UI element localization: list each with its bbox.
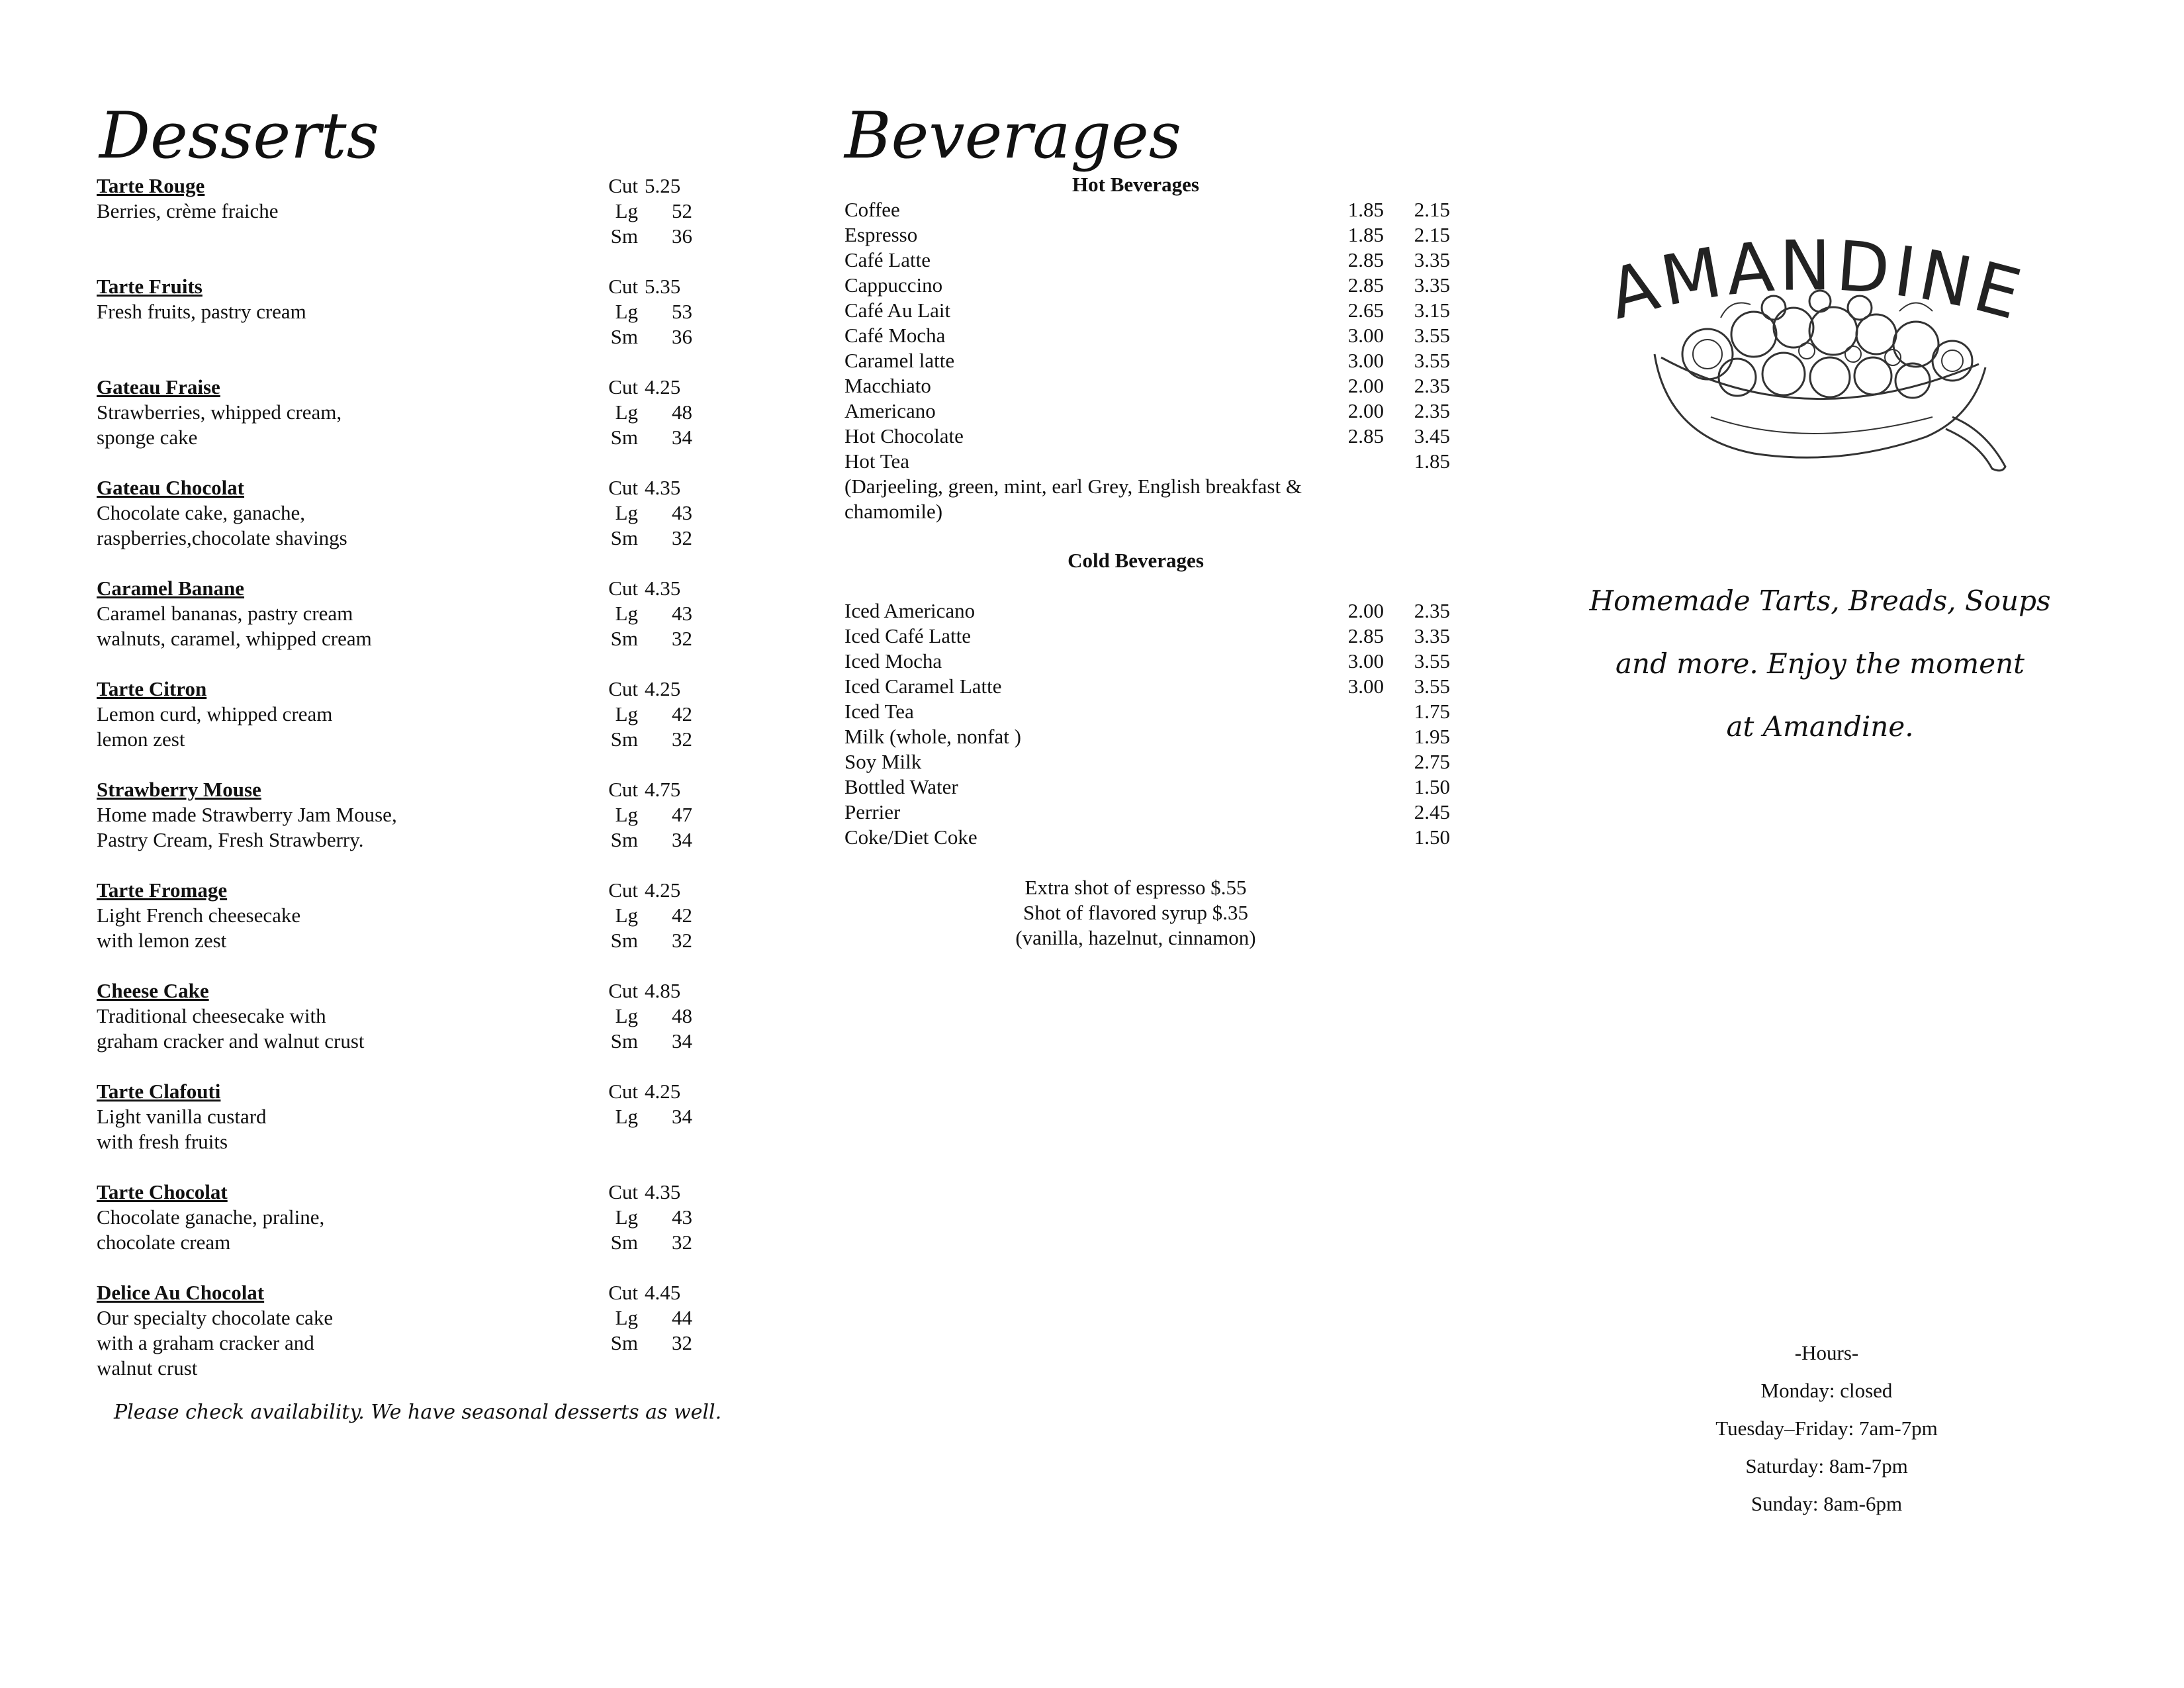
beverage-row (844, 699, 1450, 724)
hours-line: Tuesday–Friday: 7am-7pm (1715, 1417, 1938, 1440)
beverage-row (844, 248, 1450, 273)
beverage-name: Iced Mocha (844, 649, 942, 673)
dessert-prices (597, 375, 769, 450)
hours-section (1655, 1334, 1999, 1523)
beverage-row (844, 825, 1450, 850)
price-label: Cut (608, 375, 638, 399)
price-cut (597, 1180, 769, 1205)
beverage-name: Bottled Water (844, 775, 958, 798)
beverage-price-large: 2.15 (1414, 198, 1450, 221)
price-value: 4.75 (645, 778, 681, 801)
beverage-price-large: 3.55 (1414, 675, 1450, 698)
hours-line: Saturday: 8am-7pm (1745, 1454, 1908, 1477)
dessert-name: Strawberry Mouse (97, 778, 261, 801)
dessert-info (97, 1280, 507, 1381)
dessert-description: with a graham cracker and (97, 1331, 314, 1354)
size-label: Lg (615, 803, 638, 826)
beverage-row (844, 724, 1450, 749)
dessert-item (97, 173, 692, 274)
beverage-name: Coffee (844, 198, 900, 221)
price-small (597, 928, 769, 953)
price-value: 4.35 (645, 476, 681, 499)
price-label: Cut (608, 1080, 638, 1103)
price-small (597, 425, 769, 450)
price-label: Cut (608, 1180, 638, 1203)
dessert-description: Chocolate cake, ganache, (97, 501, 305, 524)
size-label: Lg (615, 300, 638, 323)
size-label: Lg (615, 400, 638, 424)
dessert-prices (597, 978, 769, 1054)
beverage-price-large: 2.35 (1414, 599, 1450, 622)
beverage-price-large: 1.85 (1414, 449, 1450, 473)
price-value: 4.35 (645, 577, 681, 600)
extra-line: Shot of flavored syrup $.35 (1023, 901, 1249, 924)
beverage-row (844, 800, 1450, 825)
dessert-item (97, 1280, 692, 1381)
dessert-name: Tarte Citron (97, 677, 207, 700)
price-large (597, 1305, 769, 1331)
dessert-description: chocolate cream (97, 1231, 231, 1254)
size-label: Sm (610, 325, 638, 348)
beverage-price-large: 3.35 (1414, 248, 1450, 271)
beverage-row (844, 373, 1450, 399)
size-label: Sm (610, 1231, 638, 1254)
hours-line: Monday: closed (1760, 1379, 1893, 1402)
price-value: 32 (672, 727, 692, 751)
price-value: 32 (672, 526, 692, 549)
beverage-name: Soy Milk (844, 750, 922, 773)
beverage-row (844, 749, 1450, 774)
price-cut (597, 576, 769, 601)
beverage-name: Hot Chocolate (844, 424, 964, 447)
beverage-price-small: 3.00 (1347, 349, 1384, 372)
tagline-line: and more. Enjoy the moment (1615, 647, 2025, 680)
beverage-price-large: 1.50 (1414, 775, 1450, 798)
beverage-price-large: 2.15 (1414, 223, 1450, 246)
price-value: 48 (672, 1004, 692, 1027)
beverage-name: Iced Caramel Latte (844, 675, 1002, 698)
beverage-name: Milk (whole, nonfat ) (844, 725, 1021, 748)
beverage-name: Macchiato (844, 374, 931, 397)
dessert-info (97, 274, 507, 324)
size-label: Sm (610, 727, 638, 751)
price-label: Cut (608, 1281, 638, 1304)
dessert-prices (597, 576, 769, 651)
dessert-name: Delice Au Chocolat (97, 1281, 265, 1304)
dessert-description: walnut crust (97, 1356, 198, 1380)
beverage-price-large: 2.35 (1414, 374, 1450, 397)
size-label: Sm (610, 224, 638, 248)
price-large (597, 601, 769, 626)
size-label: Sm (610, 426, 638, 449)
beverage-name: Iced Americano (844, 599, 976, 622)
dessert-item (97, 978, 692, 1079)
dessert-description: Traditional cheesecake with (97, 1004, 326, 1027)
logo-wordmark: AMANDINE (1600, 225, 2033, 336)
beverage-price-small: 2.65 (1347, 299, 1384, 322)
desserts-section (97, 99, 692, 1381)
dessert-item (97, 375, 692, 475)
price-value: 34 (672, 1105, 692, 1128)
price-small (597, 526, 769, 551)
dessert-description: with lemon zest (97, 929, 227, 952)
price-large (597, 500, 769, 526)
dessert-info (97, 677, 507, 752)
desserts-title: Desserts (99, 99, 379, 173)
dessert-info (97, 173, 507, 224)
beverage-name: Hot Tea (844, 449, 909, 473)
beverage-price-large: 2.75 (1414, 750, 1450, 773)
price-value: 36 (672, 325, 692, 348)
tagline (1555, 569, 2085, 758)
dessert-item (97, 677, 692, 777)
desserts-note: Please check availability. We have seasonal desserts as well. (114, 1401, 722, 1424)
size-label: Lg (615, 199, 638, 222)
size-label: Lg (615, 501, 638, 524)
beverage-price-large: 3.55 (1414, 649, 1450, 673)
dessert-description: Berries, crème fraiche (97, 199, 279, 222)
beverage-price-large: 3.15 (1414, 299, 1450, 322)
price-cut (597, 173, 769, 199)
extra-line: (vanilla, hazelnut, cinnamon) (1015, 926, 1256, 949)
beverages-title: Beverages (844, 99, 1182, 173)
price-large (597, 702, 769, 727)
price-small (597, 1230, 769, 1255)
dessert-description: Lemon curd, whipped cream (97, 702, 333, 726)
price-value: 43 (672, 1205, 692, 1229)
beverage-price-large: 3.35 (1414, 624, 1450, 647)
price-value: 5.25 (645, 174, 681, 197)
price-value: 42 (672, 702, 692, 726)
tagline-line: Homemade Tarts, Breads, Soups (1589, 585, 2051, 617)
beverage-name: Coke/Diet Coke (844, 825, 978, 849)
hot-beverages-heading: Hot Beverages (1072, 173, 1199, 196)
beverage-row (844, 774, 1450, 800)
dessert-name: Gateau Fraise (97, 375, 220, 399)
size-label: Lg (615, 702, 638, 726)
dessert-info (97, 1079, 507, 1154)
logo-graphic (1555, 218, 2085, 483)
price-large (597, 1104, 769, 1129)
dessert-description: Chocolate ganache, praline, (97, 1205, 325, 1229)
price-label: Cut (608, 979, 638, 1002)
price-value: 32 (672, 1231, 692, 1254)
extras-block (844, 875, 1427, 951)
amandine-logo (1555, 218, 2085, 483)
price-small (597, 224, 769, 249)
beverage-name: Iced Café Latte (844, 624, 972, 647)
beverage-row (844, 273, 1450, 298)
beverage-name: Americano (844, 399, 936, 422)
price-value: 43 (672, 501, 692, 524)
size-label: Lg (615, 1004, 638, 1027)
size-label: Lg (615, 1205, 638, 1229)
beverage-name: Caramel latte (844, 349, 955, 372)
dessert-description: Caramel bananas, pastry cream (97, 602, 353, 625)
price-cut (597, 978, 769, 1004)
dessert-description: Light French cheesecake (97, 904, 301, 927)
size-label: Lg (615, 904, 638, 927)
beverage-name: Iced Tea (844, 700, 914, 723)
dessert-info (97, 777, 507, 853)
price-large (597, 802, 769, 827)
beverage-price-small: 2.85 (1347, 624, 1384, 647)
dessert-item (97, 475, 692, 576)
beverage-price-small: 2.00 (1347, 374, 1384, 397)
price-value: 4.25 (645, 375, 681, 399)
dessert-name: Gateau Chocolat (97, 476, 245, 499)
dessert-name: Cheese Cake (97, 979, 209, 1002)
beverage-row (844, 624, 1450, 649)
price-value: 32 (672, 1331, 692, 1354)
dessert-prices (597, 1180, 769, 1255)
beverages-section (844, 99, 1450, 951)
beverage-price-small: 1.85 (1347, 223, 1384, 246)
beverage-price-large: 2.45 (1414, 800, 1450, 823)
price-value: 4.25 (645, 677, 681, 700)
price-value: 43 (672, 602, 692, 625)
price-value: 34 (672, 828, 692, 851)
beverage-price-small: 2.85 (1347, 273, 1384, 297)
price-value: 4.25 (645, 878, 681, 902)
dessert-item (97, 1079, 692, 1180)
price-large (597, 1205, 769, 1230)
price-cut (597, 274, 769, 299)
price-small (597, 1331, 769, 1356)
price-value: 53 (672, 300, 692, 323)
price-large (597, 400, 769, 425)
price-value: 34 (672, 1029, 692, 1053)
dessert-description: Strawberries, whipped cream, (97, 400, 342, 424)
dessert-info (97, 375, 507, 450)
dessert-name: Tarte Fromage (97, 878, 228, 902)
dessert-description: raspberries,chocolate shavings (97, 526, 347, 549)
dessert-name: Caramel Banane (97, 577, 245, 600)
size-label: Sm (610, 526, 638, 549)
beverage-row (844, 649, 1450, 674)
price-value: 47 (672, 803, 692, 826)
size-label: Sm (610, 627, 638, 650)
price-cut (597, 475, 769, 500)
size-label: Sm (610, 929, 638, 952)
dessert-item (97, 878, 692, 978)
price-small (597, 727, 769, 752)
beverage-row (844, 449, 1450, 474)
beverage-price-small: 2.85 (1347, 424, 1384, 447)
beverage-name: Perrier (844, 800, 901, 823)
beverage-price-small: 2.85 (1347, 248, 1384, 271)
dessert-item (97, 777, 692, 878)
dessert-prices (597, 878, 769, 953)
price-value: 4.35 (645, 1180, 681, 1203)
price-value: 36 (672, 224, 692, 248)
size-label: Sm (610, 1029, 638, 1053)
hours-title: -Hours- (1794, 1341, 1859, 1364)
hot-beverages-list (844, 197, 1450, 474)
dessert-description: Pastry Cream, Fresh Strawberry. (97, 828, 364, 851)
beverage-row (844, 424, 1450, 449)
beverage-name: Espresso (844, 223, 918, 246)
dessert-description: walnuts, caramel, whipped cream (97, 627, 372, 650)
dessert-info (97, 1180, 507, 1255)
cold-beverages-heading: Cold Beverages (1068, 549, 1204, 572)
size-label: Lg (615, 602, 638, 625)
beverage-row (844, 348, 1450, 373)
beverage-row (844, 197, 1450, 222)
size-label: Lg (615, 1306, 638, 1329)
dessert-description: lemon zest (97, 727, 185, 751)
dessert-prices (597, 173, 769, 249)
price-value: 34 (672, 426, 692, 449)
price-small (597, 1029, 769, 1054)
price-cut (597, 1280, 769, 1305)
price-large (597, 199, 769, 224)
price-small (597, 827, 769, 853)
price-value: 32 (672, 929, 692, 952)
dessert-prices (597, 475, 769, 551)
price-label: Cut (608, 878, 638, 902)
beverage-price-small: 3.00 (1347, 324, 1384, 347)
beverage-row (844, 298, 1450, 323)
beverage-row (844, 598, 1450, 624)
dessert-list (97, 173, 692, 1381)
dessert-description: sponge cake (97, 426, 198, 449)
beverage-price-small: 2.00 (1347, 599, 1384, 622)
price-value: 32 (672, 627, 692, 650)
hours-line: Sunday: 8am-6pm (1751, 1492, 1903, 1515)
dessert-info (97, 878, 507, 953)
dessert-item (97, 576, 692, 677)
price-small (597, 324, 769, 350)
price-value: 4.85 (645, 979, 681, 1002)
price-value: 4.25 (645, 1080, 681, 1103)
dessert-info (97, 475, 507, 551)
size-label: Lg (615, 1105, 638, 1128)
price-cut (597, 1079, 769, 1104)
price-label: Cut (608, 677, 638, 700)
dessert-description: Fresh fruits, pastry cream (97, 300, 306, 323)
beverage-name: Café Latte (844, 248, 931, 271)
price-label: Cut (608, 476, 638, 499)
dessert-description: Our specialty chocolate cake (97, 1306, 334, 1329)
price-value: 4.45 (645, 1281, 681, 1304)
beverage-name: Cappuccino (844, 273, 943, 297)
dessert-prices (597, 1280, 769, 1356)
size-label: Sm (610, 1331, 638, 1354)
price-cut (597, 677, 769, 702)
tagline-line: at Amandine. (1726, 710, 1914, 743)
size-label: Sm (610, 828, 638, 851)
beverage-price-large: 3.45 (1414, 424, 1450, 447)
beverage-price-small: 3.00 (1347, 675, 1384, 698)
price-cut (597, 777, 769, 802)
beverage-price-small: 2.00 (1347, 399, 1384, 422)
price-label: Cut (608, 275, 638, 298)
beverage-row (844, 399, 1450, 424)
beverage-price-large: 3.55 (1414, 324, 1450, 347)
price-value: 44 (672, 1306, 692, 1329)
price-label: Cut (608, 577, 638, 600)
beverage-price-large: 1.75 (1414, 700, 1450, 723)
price-value: 5.35 (645, 275, 681, 298)
beverage-price-large: 1.95 (1414, 725, 1450, 748)
price-label: Cut (608, 174, 638, 197)
dessert-description: graham cracker and walnut crust (97, 1029, 365, 1053)
beverage-row (844, 323, 1450, 348)
tea-varieties-note: (Darjeeling, green, mint, earl Grey, English breakfast & chamomile) (844, 475, 1302, 523)
price-large (597, 1004, 769, 1029)
price-cut (597, 375, 769, 400)
dessert-item (97, 274, 692, 375)
beverage-row (844, 674, 1450, 699)
beverage-price-large: 3.35 (1414, 273, 1450, 297)
dessert-info (97, 576, 507, 651)
dessert-prices (597, 777, 769, 853)
price-small (597, 626, 769, 651)
price-value: 48 (672, 400, 692, 424)
dessert-name: Tarte Rouge (97, 174, 205, 197)
beverage-price-small: 1.85 (1347, 198, 1384, 221)
beverage-price-large: 2.35 (1414, 399, 1450, 422)
price-cut (597, 878, 769, 903)
extra-line: Extra shot of espresso $.55 (1024, 876, 1247, 899)
beverage-name: Café Mocha (844, 324, 946, 347)
dessert-info (97, 978, 507, 1054)
dessert-prices (597, 1079, 769, 1129)
dessert-description: Light vanilla custard (97, 1105, 267, 1128)
beverage-price-large: 3.55 (1414, 349, 1450, 372)
beverage-row (844, 222, 1450, 248)
price-value: 42 (672, 904, 692, 927)
beverage-price-large: 1.50 (1414, 825, 1450, 849)
dessert-name: Tarte Fruits (97, 275, 203, 298)
dessert-prices (597, 274, 769, 350)
price-label: Cut (608, 778, 638, 801)
dessert-item (97, 1180, 692, 1280)
dessert-description: Home made Strawberry Jam Mouse, (97, 803, 397, 826)
dessert-name: Tarte Clafouti (97, 1080, 221, 1103)
beverage-name: Café Au Lait (844, 299, 951, 322)
dessert-prices (597, 677, 769, 752)
cold-beverages-list (844, 598, 1450, 850)
price-large (597, 299, 769, 324)
price-large (597, 903, 769, 928)
price-value: 52 (672, 199, 692, 222)
dessert-description: with fresh fruits (97, 1130, 228, 1153)
dessert-name: Tarte Chocolat (97, 1180, 228, 1203)
beverage-price-small: 3.00 (1347, 649, 1384, 673)
